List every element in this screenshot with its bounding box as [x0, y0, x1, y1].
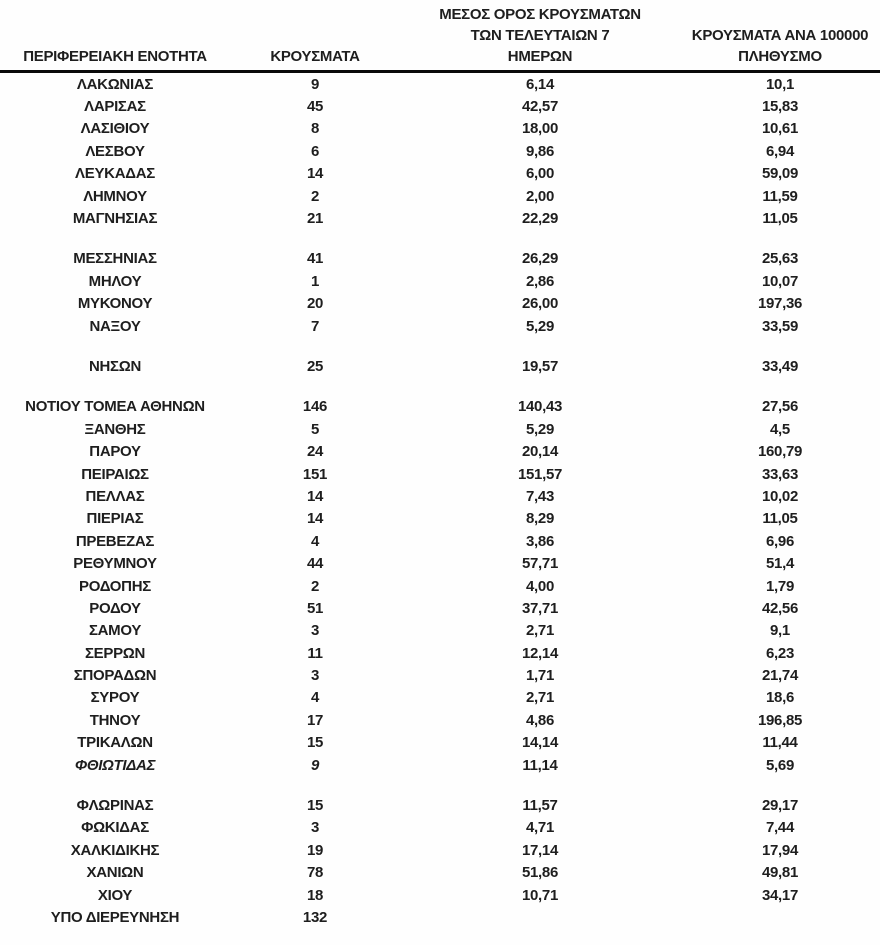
region-cell: ΡΟΔΟΥ	[89, 599, 141, 617]
table-row	[0, 530, 880, 552]
per100k-cell: 4,5	[770, 420, 790, 438]
per100k-cell: 34,17	[761, 886, 799, 904]
per100k-cell: 27,56	[761, 398, 799, 416]
avg7-cell: 37,71	[521, 599, 559, 617]
per100k-cell: 11,05	[762, 210, 798, 228]
cases-cell: 41	[306, 250, 324, 268]
table-row	[0, 552, 880, 574]
table-row	[0, 508, 880, 530]
per100k-cell: 6,23	[766, 644, 794, 662]
table-row	[0, 293, 880, 315]
cases-cell: 151	[302, 465, 328, 483]
cases-cell: 78	[306, 864, 324, 882]
region-cell: ΜΕΣΣΗΝΙΑΣ	[73, 250, 157, 268]
cases-cell: 20	[306, 295, 324, 313]
cases-cell: 9	[310, 756, 320, 774]
region-cell: ΛΑΡΙΣΑΣ	[84, 98, 146, 116]
avg7-cell: 7,43	[526, 487, 554, 505]
cases-cell: 45	[306, 98, 324, 116]
per100k-cell: 17,94	[761, 841, 799, 859]
table-row	[0, 862, 880, 884]
region-cell: ΦΩΚΙΔΑΣ	[81, 819, 149, 837]
table-row	[0, 906, 880, 928]
column-header-line: ΗΜΕΡΩΝ	[507, 48, 573, 65]
spacer-cell	[0, 378, 230, 396]
avg7-cell: 6,00	[526, 165, 554, 183]
region-cell: ΝΟΤΙΟΥ ΤΟΜΕΑ ΑΘΗΝΩΝ	[25, 398, 205, 416]
spacer-cell	[400, 378, 680, 396]
column-header-line: ΜΕΣΟΣ ΟΡΟΣ ΚΡΟΥΣΜΑΤΩΝ	[439, 6, 641, 23]
column-header-line: ΠΕΡΙΦΕΡΕΙΑΚΗ ΕΝΟΤΗΤΑ	[23, 48, 207, 65]
region-cell: ΠΕΙΡΑΙΩΣ	[81, 465, 149, 483]
spacer-cell	[400, 776, 680, 794]
table-row	[0, 485, 880, 507]
avg7-cell: 22,29	[521, 210, 559, 228]
avg7-cell: 57,71	[521, 555, 559, 573]
table-row	[0, 642, 880, 664]
avg7-cell: 5,29	[526, 420, 554, 438]
cases-cell: 2	[310, 187, 320, 205]
avg7-cell: 1,71	[526, 667, 554, 685]
cases-cell: 19	[306, 841, 324, 859]
avg7-cell: 140,43	[517, 398, 563, 416]
region-cell: ΛΕΥΚΑΔΑΣ	[75, 165, 155, 183]
per100k-cell: 33,63	[761, 465, 799, 483]
spacer-row	[0, 378, 880, 396]
per100k-cell: 6,94	[766, 142, 794, 160]
column-header-per100k	[680, 0, 880, 72]
cases-cell: 8	[310, 120, 320, 138]
table-row	[0, 597, 880, 619]
table-row	[0, 440, 880, 462]
avg7-cell: 2,71	[526, 689, 554, 707]
region-cell: ΧΑΝΙΩΝ	[86, 864, 144, 882]
header-row	[0, 0, 880, 72]
region-cell: ΣΥΡΟΥ	[90, 689, 140, 707]
per100k-cell	[680, 906, 880, 928]
cases-cell: 11	[307, 644, 323, 662]
table-row	[0, 355, 880, 377]
region-cell: ΞΑΝΘΗΣ	[84, 420, 146, 438]
per100k-cell: 51,4	[766, 555, 794, 573]
cases-cell: 6	[310, 142, 320, 160]
cases-cell: 24	[306, 443, 324, 461]
region-cell: ΛΑΣΙΘΙΟΥ	[80, 120, 150, 138]
spacer-cell	[680, 230, 880, 248]
cases-cell: 4	[310, 689, 320, 707]
cases-cell: 14	[306, 510, 324, 528]
avg7-cell: 11,57	[522, 797, 558, 815]
table-row	[0, 839, 880, 861]
avg7-cell: 4,86	[526, 711, 554, 729]
per100k-cell: 7,44	[766, 819, 794, 837]
per100k-cell: 15,83	[761, 98, 799, 116]
cases-cell: 21	[306, 210, 324, 228]
avg7-cell: 4,71	[526, 819, 554, 837]
cases-cell: 7	[310, 317, 320, 335]
cases-cell: 146	[302, 398, 328, 416]
table-row	[0, 884, 880, 906]
per100k-cell: 10,02	[761, 487, 799, 505]
spacer-cell	[400, 230, 680, 248]
per100k-cell: 9,1	[770, 622, 790, 640]
avg7-cell	[400, 906, 680, 928]
spacer-cell	[0, 337, 230, 355]
per100k-cell: 25,63	[761, 250, 799, 268]
per100k-cell: 10,07	[761, 272, 799, 290]
spacer-cell	[230, 378, 400, 396]
cases-cell: 5	[310, 420, 320, 438]
cases-cell: 3	[310, 667, 320, 685]
column-header-line: ΠΛΗΘΥΣΜΟ	[738, 48, 822, 65]
region-cell: ΧΙΟΥ	[97, 886, 133, 904]
region-cell: ΠΙΕΡΙΑΣ	[86, 510, 144, 528]
cases-cell: 15	[306, 734, 324, 752]
per100k-cell: 1,79	[766, 577, 794, 595]
table-row	[0, 163, 880, 185]
avg7-cell: 2,71	[526, 622, 554, 640]
avg7-cell: 5,29	[526, 317, 554, 335]
table-row	[0, 185, 880, 207]
region-cell: ΣΠΟΡΑΔΩΝ	[73, 667, 157, 685]
region-cell: ΣΑΜΟΥ	[88, 622, 142, 640]
avg7-cell: 8,29	[526, 510, 554, 528]
avg7-cell: 14,14	[521, 734, 559, 752]
spacer-cell	[680, 337, 880, 355]
table-row	[0, 207, 880, 229]
table-row	[0, 270, 880, 292]
cases-cell: 15	[306, 797, 324, 815]
table-body	[0, 72, 880, 929]
column-header-line: ΚΡΟΥΣΜΑΤΑ	[270, 48, 360, 65]
cases-cell: 51	[306, 599, 324, 617]
avg7-cell: 42,57	[521, 98, 559, 116]
table-row	[0, 315, 880, 337]
table-row	[0, 118, 880, 140]
region-cell: ΣΕΡΡΩΝ	[84, 644, 146, 662]
spacer-row	[0, 230, 880, 248]
avg7-cell: 3,86	[526, 532, 554, 550]
region-cell: ΠΡΕΒΕΖΑΣ	[75, 532, 155, 550]
per100k-cell: 197,36	[757, 295, 803, 313]
spacer-cell	[230, 337, 400, 355]
table-row	[0, 72, 880, 96]
region-cell: ΠΑΡΟΥ	[89, 443, 141, 461]
region-cell: ΜΗΛΟΥ	[88, 272, 142, 290]
spacer-cell	[0, 230, 230, 248]
spacer-cell	[680, 378, 880, 396]
table-row	[0, 140, 880, 162]
per100k-cell: 18,6	[766, 689, 794, 707]
table-row	[0, 248, 880, 270]
region-cell: ΥΠΟ ΔΙΕΡΕΥΝΗΣΗ	[50, 908, 180, 926]
spacer-cell	[680, 776, 880, 794]
per100k-cell: 6,96	[766, 532, 794, 550]
region-cell: ΡΕΘΥΜΝΟΥ	[73, 555, 157, 573]
avg7-cell: 11,14	[522, 756, 558, 774]
avg7-cell: 26,00	[521, 295, 559, 313]
avg7-cell: 12,14	[521, 644, 559, 662]
column-header-cases	[230, 0, 400, 72]
table-row	[0, 396, 880, 418]
region-cell: ΝΑΞΟΥ	[89, 317, 141, 335]
per100k-cell: 29,17	[761, 797, 799, 815]
region-cell: ΦΘΙΩΤΙΔΑΣ	[74, 756, 156, 774]
spacer-row	[0, 337, 880, 355]
cases-cell: 17	[306, 711, 324, 729]
avg7-cell: 51,86	[521, 864, 559, 882]
table-row	[0, 463, 880, 485]
table-row	[0, 418, 880, 440]
table-row	[0, 687, 880, 709]
cases-cell: 2	[310, 577, 320, 595]
table-row	[0, 732, 880, 754]
table-row	[0, 754, 880, 776]
per100k-cell: 33,49	[761, 357, 799, 375]
region-cell: ΛΕΣΒΟΥ	[85, 142, 145, 160]
per100k-cell: 59,09	[761, 165, 799, 183]
cases-cell: 14	[306, 487, 324, 505]
table-row	[0, 620, 880, 642]
table-row	[0, 664, 880, 686]
column-header-line: ΤΩΝ ΤΕΛΕΥΤΑΙΩΝ 7	[470, 27, 610, 44]
table-row	[0, 95, 880, 117]
per100k-cell: 49,81	[761, 864, 799, 882]
cases-cell: 25	[306, 357, 324, 375]
region-cell: ΛΗΜΝΟΥ	[83, 187, 147, 205]
table-row	[0, 794, 880, 816]
avg7-cell: 4,00	[526, 577, 554, 595]
cases-cell: 44	[306, 555, 324, 573]
region-cell: ΠΕΛΛΑΣ	[85, 487, 145, 505]
cases-cell: 3	[310, 819, 320, 837]
avg7-cell: 10,71	[521, 886, 559, 904]
cases-cell: 9	[310, 75, 320, 93]
column-header-region	[0, 0, 230, 72]
avg7-cell: 9,86	[526, 142, 554, 160]
region-cell: ΧΑΛΚΙΔΙΚΗΣ	[70, 841, 160, 859]
cases-cell: 3	[310, 622, 320, 640]
cases-cell: 1	[310, 272, 320, 290]
region-cell: ΤΡΙΚΑΛΩΝ	[77, 734, 153, 752]
column-header-line: ΚΡΟΥΣΜΑΤΑ ΑΝΑ 100000	[691, 27, 869, 44]
cases-cell: 132	[302, 908, 328, 926]
avg7-cell: 18,00	[521, 120, 559, 138]
per100k-cell: 11,59	[762, 187, 798, 205]
avg7-cell: 26,29	[521, 250, 559, 268]
cases-cell: 18	[306, 886, 324, 904]
table-row	[0, 575, 880, 597]
per100k-cell: 10,61	[761, 120, 799, 138]
region-cell: ΜΑΓΝΗΣΙΑΣ	[72, 210, 158, 228]
spacer-cell	[0, 776, 230, 794]
region-cell: ΡΟΔΟΠΗΣ	[79, 577, 151, 595]
avg7-cell: 6,14	[526, 75, 554, 93]
cases-cell: 14	[306, 165, 324, 183]
table-row	[0, 817, 880, 839]
table-header	[0, 0, 880, 72]
region-cell: ΛΑΚΩΝΙΑΣ	[76, 75, 154, 93]
avg7-cell: 20,14	[521, 443, 559, 461]
region-cell: ΝΗΣΩΝ	[88, 357, 142, 375]
table-row	[0, 709, 880, 731]
spacer-cell	[230, 776, 400, 794]
spacer-row	[0, 776, 880, 794]
avg7-cell: 17,14	[521, 841, 559, 859]
avg7-cell: 2,00	[526, 187, 554, 205]
spacer-cell	[230, 230, 400, 248]
per100k-cell: 33,59	[761, 317, 799, 335]
avg7-cell: 19,57	[521, 357, 559, 375]
per100k-cell: 42,56	[761, 599, 799, 617]
column-header-avg7	[400, 0, 680, 72]
region-cell: ΤΗΝΟΥ	[89, 711, 141, 729]
avg7-cell: 151,57	[517, 465, 563, 483]
avg7-cell: 2,86	[526, 272, 554, 290]
per100k-cell: 5,69	[766, 756, 794, 774]
per100k-cell: 10,1	[766, 75, 794, 93]
per100k-cell: 160,79	[757, 443, 803, 461]
per100k-cell: 196,85	[757, 711, 803, 729]
per100k-cell: 11,44	[762, 734, 798, 752]
per100k-cell: 21,74	[761, 667, 799, 685]
region-cell: ΜΥΚΟΝΟΥ	[77, 295, 153, 313]
cases-cell: 4	[310, 532, 320, 550]
spacer-cell	[400, 337, 680, 355]
region-cell: ΦΛΩΡΙΝΑΣ	[76, 797, 154, 815]
per100k-cell: 11,05	[762, 510, 798, 528]
